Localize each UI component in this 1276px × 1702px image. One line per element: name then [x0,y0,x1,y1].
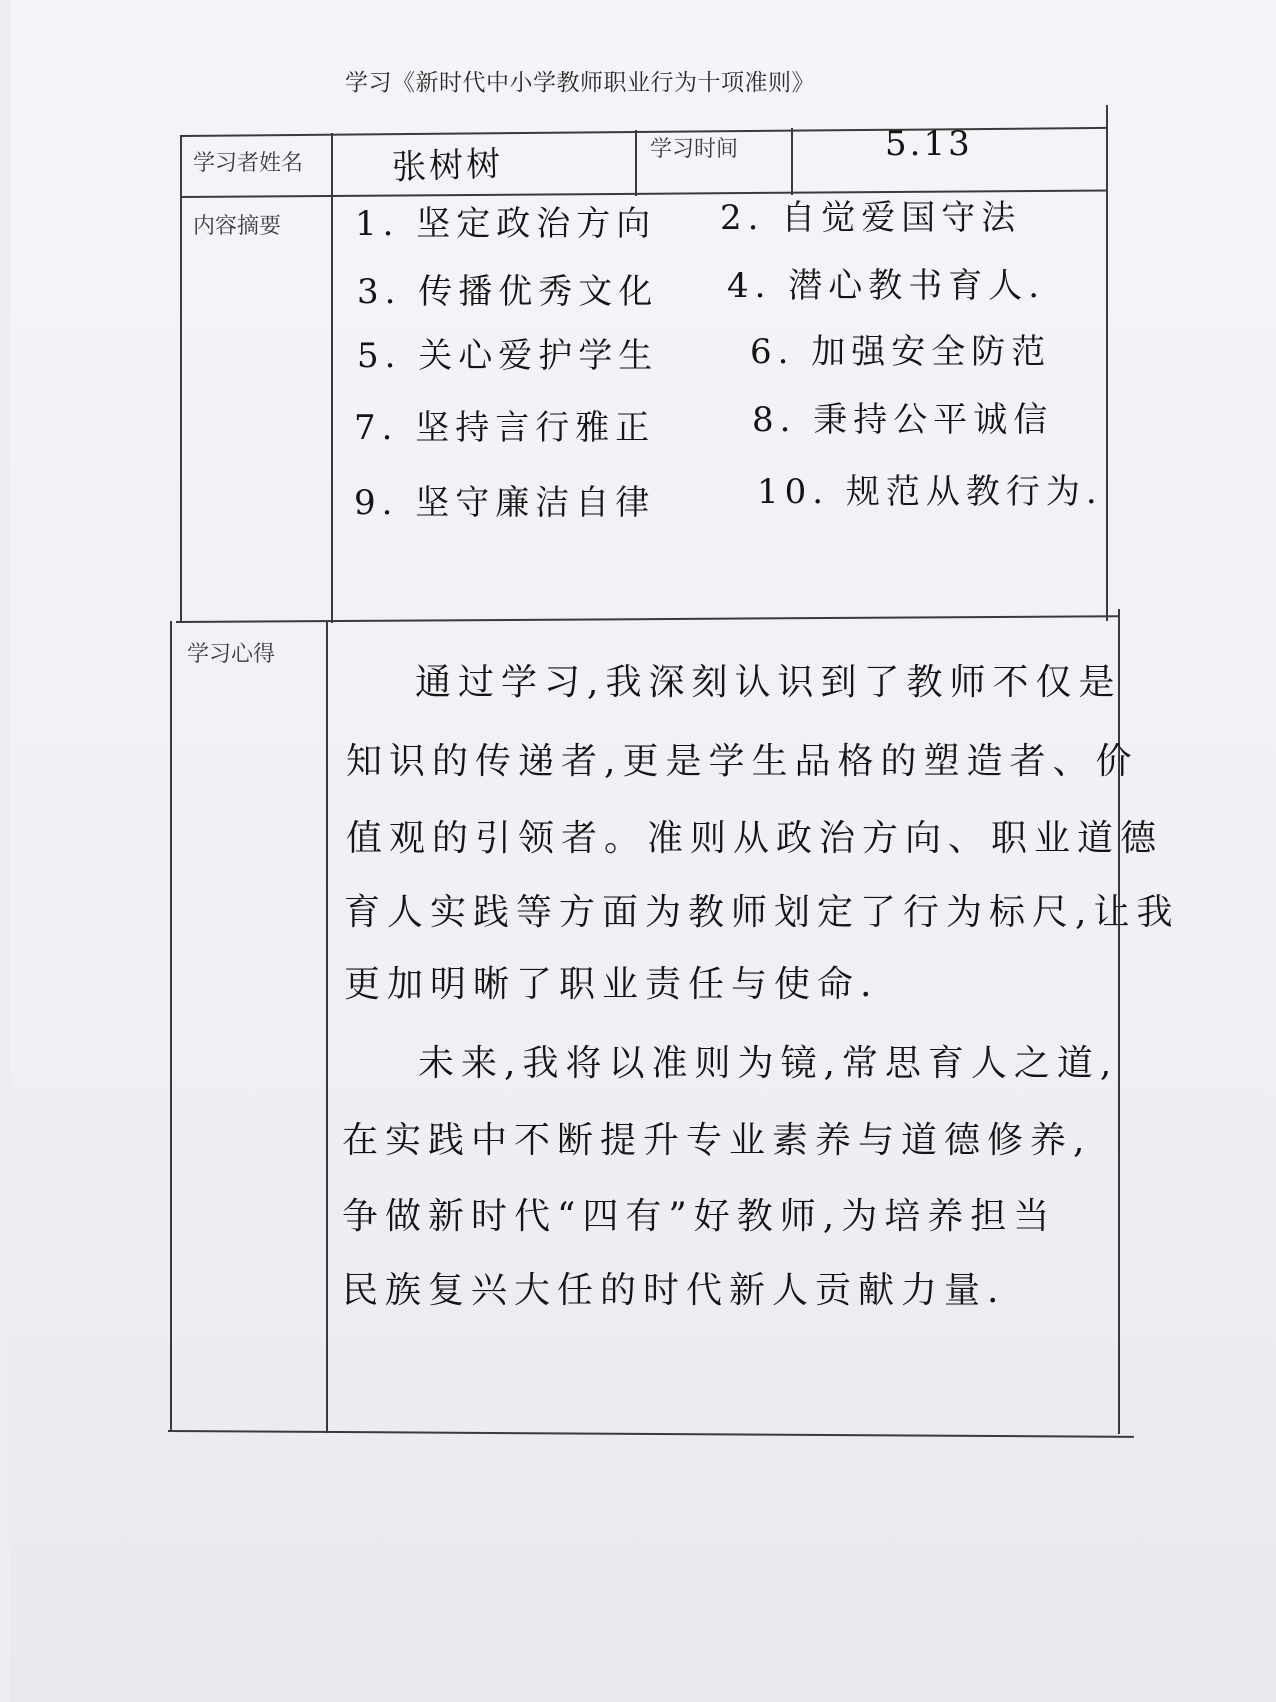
name-value: 张树树 [391,144,504,188]
page-title: 学习《新时代中小学教师职业行为十项准则》 [345,70,815,96]
summary-item-7: 7. 坚持言行雅正 [354,408,656,448]
table-divider-2 [176,615,1118,623]
summary-item-3: 3. 传播优秀文化 [357,272,659,312]
summary-item-10: 10. 规范从教行为. [757,472,1103,512]
summary-item-4: 4. 潜心教书育人. [727,266,1046,306]
summary-item-1: 1. 坚定政治方向 [355,204,657,244]
table-label-divider-lower [326,621,328,1433]
reflection-line-9: 民族复兴大任的时代新人贡献力量. [342,1270,1006,1311]
time-label: 学习时间 [650,137,739,162]
table-divider-time-label [791,128,793,195]
table-border-left-lower [170,621,172,1432]
summary-item-6: 6. 加强安全防范 [750,332,1052,372]
table-border-left-upper [180,135,182,621]
table-border-bottom [168,1430,1134,1438]
summary-label: 内容摘要 [193,214,282,239]
reflection-line-5: 更加明晰了职业责任与使命. [344,964,879,1005]
summary-item-8: 8. 秉持公平诚信 [752,400,1054,440]
reflection-line-6: 未来,我将以准则为镜,常思育人之道, [418,1043,1119,1084]
reflection-line-7: 在实践中不断提升专业素养与道德修养, [342,1120,1092,1161]
time-value: 5.13 [885,124,973,164]
table-label-divider-upper [331,133,333,623]
reflection-line-3: 值观的引领者。准则从政治方向、职业道德 [346,818,1164,859]
table-border-right-upper [1106,105,1108,621]
reflection-line-2: 知识的传递者,更是学生品格的塑造者、价 [346,741,1139,782]
reflection-label: 学习心得 [187,642,276,667]
reflection-line-8: 争做新时代“四有”好教师,为培养担当 [342,1196,1057,1237]
reflection-line-1: 通过学习,我深刻认识到了教师不仅是 [415,662,1122,703]
summary-item-9: 9. 坚守廉洁自律 [354,483,656,523]
summary-item-5: 5. 关心爱护学生 [357,336,659,376]
name-label: 学习者姓名 [193,151,304,176]
summary-item-2: 2. 自觉爱国守法 [720,198,1022,238]
table-divider-name-time [635,130,637,196]
reflection-line-4: 育人实践等方面为教师划定了行为标尺,让我 [344,892,1180,933]
